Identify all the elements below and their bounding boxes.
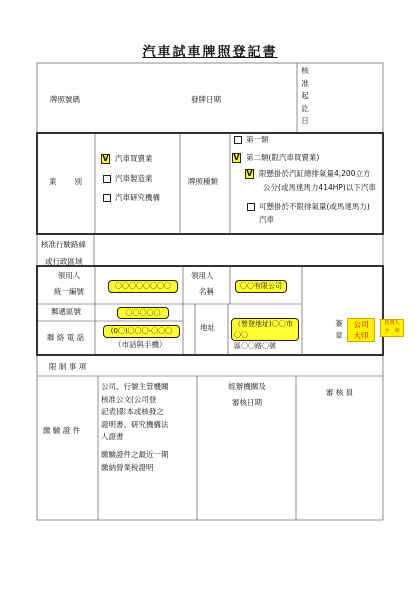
checkbox-checked-icon[interactable]: V: [246, 169, 253, 178]
documents-list: 公司、行號主管機關 核准公文(公司登 記表)影本或核發之 證明書、研究機構法 人證書 繳驗證件之最近一期 繳納營業稅證明: [101, 382, 169, 472]
business-option[interactable]: V 汽車買賣業: [102, 154, 153, 163]
checkbox-icon[interactable]: [103, 194, 111, 202]
company-seal-stamp: 公司 大印: [347, 318, 375, 342]
person-seal-stamp: 負責人 小 章: [380, 319, 404, 337]
holder-name-label: 領用人 名稱: [191, 271, 214, 296]
phone-note: （市話與手機）: [114, 340, 167, 349]
holder-id-value[interactable]: 〇〇〇〇〇〇〇〇: [108, 280, 178, 293]
plate-subclass-2-line2: 汽車: [259, 215, 274, 224]
checkbox-checked-icon[interactable]: V: [233, 153, 240, 162]
plate-subclass-1-line2: 公分(或馬達馬力414HP)以下汽車: [263, 183, 376, 192]
checkbox-icon[interactable]: [234, 136, 242, 144]
plate-number-label: 牌照號碼: [50, 95, 80, 104]
plate-type-label: 牌照種類: [188, 177, 218, 186]
issue-date-label: 發牌日期: [191, 95, 221, 104]
plate-subclass-1[interactable]: V 限懸掛於汽缸總排氣量4,200立方: [246, 169, 371, 178]
handler-label: 經辦機關及 審核日期: [228, 382, 266, 407]
address-label: 地址: [200, 323, 215, 332]
postal-code-value[interactable]: 〇〇〇〇〇: [117, 307, 169, 319]
reviewer-label: 審 核 員: [325, 388, 354, 397]
document-title: 汽車試車牌照登記書: [142, 45, 278, 60]
route-label: 核准行駛路線 或行政區域: [41, 240, 86, 266]
business-option[interactable]: 汽車製造業: [103, 173, 153, 185]
seal-label: 簽 章: [335, 319, 343, 340]
business-option[interactable]: 汽車研究機構: [103, 192, 160, 204]
checkbox-checked-icon[interactable]: V: [102, 154, 109, 163]
holder-id-label: 領用人 統一編號: [54, 271, 84, 296]
holder-name-value[interactable]: 〇〇有限公司: [235, 280, 287, 293]
phone-value[interactable]: (0〇)〇〇〇-〇〇〇: [103, 325, 180, 338]
postal-code-label: 郵遞區號: [51, 307, 81, 316]
checkbox-icon[interactable]: [103, 175, 111, 183]
plate-subclass-2[interactable]: 可懸掛於不限排氣量(或馬達馬力): [247, 201, 370, 213]
checkbox-icon[interactable]: [247, 203, 255, 211]
plate-class-1[interactable]: 第一類: [234, 134, 269, 146]
business-type-label: 業 別: [49, 177, 83, 186]
documents-label: 繳 驗 證 件: [43, 426, 81, 435]
plate-class-2[interactable]: V 第二類(限汽車買賣業): [233, 153, 320, 162]
restrictions-label: 限 制 事 項: [49, 362, 87, 371]
approval-period-label: 核 准 起 訖 日: [301, 66, 309, 125]
phone-label: 聯 絡 電 話: [47, 333, 85, 342]
address-value[interactable]: （營登地址)〇〇市〇〇 區〇〇路〇號: [231, 318, 299, 341]
